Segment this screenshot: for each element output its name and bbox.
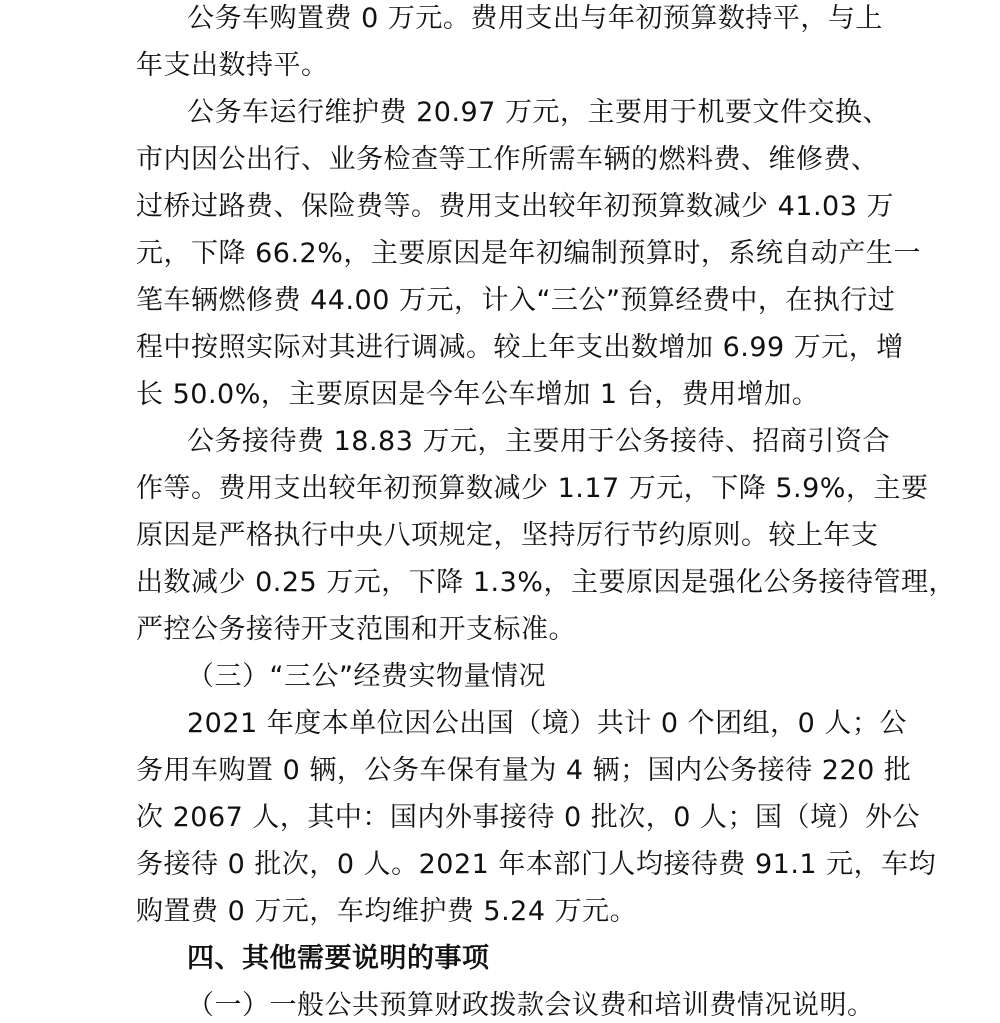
paragraph-car-maintenance-line: 过桥过路费、保险费等。费用支出较年初预算数减少 41.03 万	[136, 191, 894, 222]
paragraph-car-maintenance-line: 程中按照实际对其进行调减。较上年支出数增加 6.99 万元，增	[136, 332, 904, 363]
paragraph-car-maintenance-line: 市内因公出行、业务检查等工作所需车辆的燃料费、维修费、	[136, 144, 879, 175]
paragraph-car-purchase-line: 年支出数持平。	[136, 50, 329, 81]
section-heading-3: （三）“三公”经费实物量情况	[187, 661, 546, 692]
paragraph-car-maintenance-line: 笔车辆燃修费 44.00 万元，计入“三公”预算经费中，在执行过	[136, 285, 896, 316]
paragraph-physical-line: 务接待 0 批次，0 人。2021 年本部门人均接待费 91.1 元，车均	[136, 849, 937, 880]
paragraph-physical-line: 务用车购置 0 辆，公务车保有量为 4 辆；国内公务接待 220 批	[136, 755, 912, 786]
paragraph-car-maintenance-line: 公务车运行维护费 20.97 万元，主要用于机要文件交换、	[187, 97, 890, 128]
paragraph-physical-line: 次 2067 人，其中：国内外事接待 0 批次，0 人；国（境）外公	[136, 802, 920, 833]
paragraph-physical-line: 2021 年度本单位因公出国（境）共计 0 个团组，0 人；公	[187, 708, 907, 739]
section-heading-4: 四、其他需要说明的事项	[187, 943, 490, 974]
subsection-heading-4-1: （一）一般公共预算财政拨款会议费和培训费情况说明。	[187, 990, 875, 1021]
paragraph-car-purchase-line: 公务车购置费 0 万元。费用支出与年初预算数持平，与上	[187, 3, 883, 34]
paragraph-reception-line: 公务接待费 18.83 万元，主要用于公务接待、招商引资合	[187, 426, 890, 457]
paragraph-reception-line: 严控公务接待开支范围和开支标准。	[136, 614, 576, 645]
paragraph-car-maintenance-line: 长 50.0%，主要原因是今年公车增加 1 台，费用增加。	[136, 379, 820, 410]
paragraph-car-maintenance-line: 元，下降 66.2%，主要原因是年初编制预算时，系统自动产生一	[136, 238, 921, 269]
paragraph-reception-line: 作等。费用支出较年初预算数减少 1.17 万元，下降 5.9%，主要	[136, 473, 929, 504]
paragraph-reception-line: 原因是严格执行中央八项规定，坚持厉行节约原则。较上年支	[136, 520, 879, 551]
paragraph-physical-line: 购置费 0 万元，车均维护费 5.24 万元。	[136, 896, 638, 927]
paragraph-reception-line: 出数减少 0.25 万元，下降 1.3%，主要原因是强化公务接待管理，	[136, 567, 956, 598]
